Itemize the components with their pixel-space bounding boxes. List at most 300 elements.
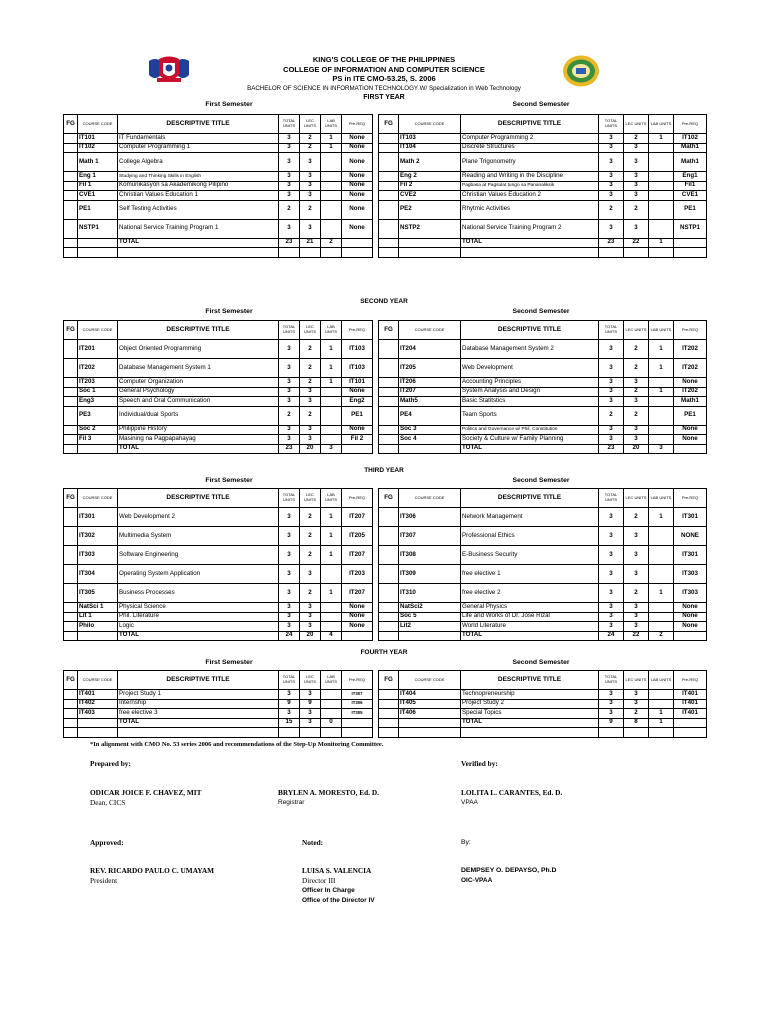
header-prereq: Pre-REQ xyxy=(342,489,373,508)
course-code: Soc 5 xyxy=(399,612,461,622)
descriptive-title: free elective 1 xyxy=(461,565,599,584)
lab-units: 1 xyxy=(649,508,674,527)
prerequisite: Eng2 xyxy=(342,397,373,407)
program-name: BACHELOR OF SCIENCE IN INFORMATION TECHNOLOGY W/ Specialization in Web Technology xyxy=(247,84,521,92)
course-code: IT206 xyxy=(399,378,461,388)
course-code: IT310 xyxy=(399,584,461,603)
course-code xyxy=(399,248,461,258)
lec-units: 2 xyxy=(624,134,649,144)
header-prereq: Pre-REQ xyxy=(342,321,373,340)
course-code xyxy=(78,728,118,738)
descriptive-title xyxy=(461,248,599,258)
total-units: 3 xyxy=(279,359,300,378)
prerequisite xyxy=(674,728,707,738)
lec-units: 20 xyxy=(300,631,321,641)
prerequisite: IT207 xyxy=(342,584,373,603)
total-units: 3 xyxy=(279,584,300,603)
lec-units: 3 xyxy=(300,622,321,632)
lec-units: 20 xyxy=(624,444,649,454)
header-course-code: COURSE CODE xyxy=(399,321,461,340)
grade-cell xyxy=(64,134,78,144)
total-units: 3 xyxy=(599,143,624,153)
lab-units xyxy=(649,219,674,238)
lec-units: 20 xyxy=(300,444,321,454)
course-code xyxy=(399,718,461,728)
course-code xyxy=(78,248,118,258)
descriptive-title: Life and Works of Dr. Jose Rizal xyxy=(461,612,599,622)
course-code: IT101 xyxy=(78,134,118,144)
course-code: Math5 xyxy=(399,397,461,407)
prerequisite: None xyxy=(674,622,707,632)
descriptive-title: Computer Organization xyxy=(118,378,279,388)
lec-units: 2 xyxy=(300,584,321,603)
course-row xyxy=(64,709,373,719)
total-units: 3 xyxy=(599,378,624,388)
course-code: Eng3 xyxy=(78,397,118,407)
total-units: 3 xyxy=(599,546,624,565)
lec-units: 3 xyxy=(300,565,321,584)
header-fg: FG xyxy=(379,115,399,134)
descriptive-title: TOTAL xyxy=(461,718,599,728)
grade-cell xyxy=(379,508,399,527)
prerequisite xyxy=(674,248,707,258)
header-fg: FG xyxy=(379,321,399,340)
grade-cell xyxy=(379,565,399,584)
lab-units xyxy=(649,143,674,153)
total-units: 3 xyxy=(279,172,300,182)
lab-units: 1 xyxy=(649,387,674,397)
course-row xyxy=(64,584,373,603)
descriptive-title: TOTAL xyxy=(461,444,599,454)
header-course-code: COURSE CODE xyxy=(78,321,118,340)
course-row xyxy=(379,378,707,388)
table-header-row xyxy=(64,671,373,690)
course-row xyxy=(379,435,707,445)
grade-cell xyxy=(379,172,399,182)
course-row xyxy=(64,359,373,378)
total-units: 3 xyxy=(599,153,624,172)
descriptive-title: Network Management xyxy=(461,508,599,527)
course-row xyxy=(379,584,707,603)
document-header xyxy=(0,55,768,103)
header-total-units: TOTAL UNITS xyxy=(599,115,624,134)
header-lab-units: LAB UNITS xyxy=(649,321,674,340)
descriptive-title xyxy=(118,728,279,738)
lab-units xyxy=(321,612,342,622)
prerequisite: None xyxy=(342,622,373,632)
descriptive-title: Accounting Principles xyxy=(461,378,599,388)
header-lec-units: LEC UNITS xyxy=(300,115,321,134)
prerequisite: None xyxy=(342,172,373,182)
total-units: 3 xyxy=(279,181,300,191)
grade-cell xyxy=(379,406,399,425)
header-prereq: Pre-REQ xyxy=(342,115,373,134)
header-lec-units: LEC UNITS xyxy=(300,489,321,508)
header-total-units: TOTAL UNITS xyxy=(279,489,300,508)
grade-cell xyxy=(379,219,399,238)
descriptive-title: TOTAL xyxy=(118,718,279,728)
lab-units xyxy=(321,699,342,709)
course-row xyxy=(64,699,373,709)
year-title-third: THIRD YEAR xyxy=(364,467,404,474)
course-row xyxy=(379,565,707,584)
course-code xyxy=(399,238,461,248)
header-descriptive-title: DESCRIPTIVE TITLE xyxy=(461,321,599,340)
total-units: 3 xyxy=(279,690,300,700)
lec-units: 3 xyxy=(300,387,321,397)
lab-units xyxy=(649,435,674,445)
descriptive-title: General Psychology xyxy=(118,387,279,397)
grade-cell xyxy=(64,508,78,527)
course-code: IT205 xyxy=(399,359,461,378)
lec-units: 2 xyxy=(300,406,321,425)
header-descriptive-title: DESCRIPTIVE TITLE xyxy=(461,489,599,508)
total-units: 3 xyxy=(599,690,624,700)
lab-units xyxy=(321,690,342,700)
prepared-by-label: Prepared by: xyxy=(90,759,131,768)
grade-cell xyxy=(64,425,78,435)
total-units: 24 xyxy=(599,631,624,641)
lec-units: 3 xyxy=(624,527,649,546)
course-code: IT303 xyxy=(78,546,118,565)
prerequisite: None xyxy=(674,435,707,445)
course-code: IT204 xyxy=(399,340,461,359)
prerequisite: None xyxy=(342,191,373,201)
total-units: 3 xyxy=(599,359,624,378)
prerequisite: Math1 xyxy=(674,397,707,407)
prerequisite: IT202 xyxy=(674,359,707,378)
descriptive-title: Komunikasyon sa Akademikong Pilipino xyxy=(118,181,279,191)
lab-units: 0 xyxy=(321,718,342,728)
lec-units: 2 xyxy=(624,709,649,719)
course-row xyxy=(64,435,373,445)
prerequisite: None xyxy=(674,603,707,613)
grade-cell xyxy=(64,219,78,238)
header-course-code: COURSE CODE xyxy=(78,671,118,690)
total-units: 3 xyxy=(599,527,624,546)
prerequisite: IT202 xyxy=(674,387,707,397)
grade-cell xyxy=(64,435,78,445)
lab-units xyxy=(649,425,674,435)
grade-cell xyxy=(64,631,78,641)
course-table-y4-s1 xyxy=(63,670,373,738)
grade-cell xyxy=(379,690,399,700)
lec-units: 3 xyxy=(300,690,321,700)
table-header-row xyxy=(64,489,373,508)
total-units: 3 xyxy=(279,622,300,632)
lab-units: 1 xyxy=(321,527,342,546)
course-code xyxy=(78,444,118,454)
signatory-office: Office of the Director IV xyxy=(302,897,375,904)
header-lab-units: LAB UNITS xyxy=(321,115,342,134)
descriptive-title: Reading and Writing in the Discipline xyxy=(461,172,599,182)
header-prereq: Pre-REQ xyxy=(342,671,373,690)
descriptive-title: Politics and Governance w/ Phil. Constitution xyxy=(461,425,599,435)
grade-cell xyxy=(64,397,78,407)
prerequisite xyxy=(342,238,373,248)
course-code: IT201 xyxy=(78,340,118,359)
header-fg: FG xyxy=(64,489,78,508)
course-code: NSTP1 xyxy=(78,219,118,238)
lab-units: 1 xyxy=(649,340,674,359)
header-prereq: Pre-REQ xyxy=(674,489,707,508)
course-row xyxy=(64,219,373,238)
total-units: 2 xyxy=(599,406,624,425)
header-prereq: Pre-REQ xyxy=(674,321,707,340)
course-table-y1-s2 xyxy=(378,114,707,258)
grade-cell xyxy=(379,728,399,738)
table-header-row xyxy=(379,671,707,690)
prerequisite: NSTP1 xyxy=(674,219,707,238)
semester-label: First Semester xyxy=(205,477,253,484)
lec-units: 3 xyxy=(300,172,321,182)
course-row xyxy=(379,444,707,454)
grade-cell xyxy=(64,565,78,584)
course-code: IT203 xyxy=(78,378,118,388)
total-units: 3 xyxy=(599,603,624,613)
prerequisite xyxy=(674,631,707,641)
total-units: 2 xyxy=(599,200,624,219)
descriptive-title: TOTAL xyxy=(118,631,279,641)
table-header-row xyxy=(379,321,707,340)
signatory-title: Registrar xyxy=(278,799,305,806)
total-units: 3 xyxy=(279,397,300,407)
header-descriptive-title: DESCRIPTIVE TITLE xyxy=(461,115,599,134)
lab-units: 2 xyxy=(321,238,342,248)
lab-units xyxy=(649,565,674,584)
descriptive-title: IT Fundamentals xyxy=(118,134,279,144)
total-units: 2 xyxy=(279,200,300,219)
header-descriptive-title: DESCRIPTIVE TITLE xyxy=(118,489,279,508)
course-code: IT102 xyxy=(78,143,118,153)
course-row xyxy=(379,709,707,719)
grade-cell xyxy=(379,143,399,153)
prerequisite: Math1 xyxy=(674,143,707,153)
total-units: 3 xyxy=(599,699,624,709)
lab-units: 1 xyxy=(321,340,342,359)
lec-units: 2 xyxy=(624,359,649,378)
course-row xyxy=(64,612,373,622)
lab-units xyxy=(649,406,674,425)
course-row xyxy=(64,690,373,700)
grade-cell xyxy=(64,612,78,622)
total-units: 3 xyxy=(279,612,300,622)
prerequisite: IT101 xyxy=(342,378,373,388)
course-row xyxy=(64,378,373,388)
total-units: 9 xyxy=(599,718,624,728)
total-units: 23 xyxy=(279,444,300,454)
descriptive-title: Web Development 2 xyxy=(118,508,279,527)
lab-units xyxy=(321,603,342,613)
course-code xyxy=(399,444,461,454)
prerequisite xyxy=(674,444,707,454)
header-lab-units: LAB UNITS xyxy=(321,489,342,508)
prerequisite: IT207 xyxy=(342,546,373,565)
course-table-y3-s1 xyxy=(63,488,373,641)
descriptive-title: National Service Training Program 2 xyxy=(461,219,599,238)
total-units: 3 xyxy=(599,612,624,622)
table-header-row xyxy=(379,489,707,508)
lab-units: 4 xyxy=(321,631,342,641)
college-name: COLLEGE OF INFORMATION AND COMPUTER SCIENCE xyxy=(283,64,485,74)
prerequisite: PE1 xyxy=(342,406,373,425)
lab-units xyxy=(321,219,342,238)
prerequisite: IT303 xyxy=(674,565,707,584)
grade-cell xyxy=(64,527,78,546)
descriptive-title: Basic Statitstics xyxy=(461,397,599,407)
table-header-row xyxy=(64,115,373,134)
lec-units: 22 xyxy=(624,631,649,641)
lec-units: 3 xyxy=(300,709,321,719)
semester-label: Second Semester xyxy=(512,308,570,315)
course-code: Philo xyxy=(78,622,118,632)
descriptive-title: Object Oriented Programming xyxy=(118,340,279,359)
lec-units: 2 xyxy=(624,406,649,425)
descriptive-title: Discrete Structures xyxy=(461,143,599,153)
total-units: 3 xyxy=(279,143,300,153)
header-prereq: Pre-REQ xyxy=(674,115,707,134)
prerequisite: None xyxy=(342,425,373,435)
grade-cell xyxy=(64,728,78,738)
descriptive-title: Studying and Thinking Skills in English xyxy=(118,172,279,182)
lec-units: 2 xyxy=(624,387,649,397)
course-code: NatSci2 xyxy=(399,603,461,613)
total-units: 3 xyxy=(599,584,624,603)
grade-cell xyxy=(64,444,78,454)
grade-cell xyxy=(379,378,399,388)
header-total-units: TOTAL UNITS xyxy=(599,671,624,690)
lab-units xyxy=(649,153,674,172)
grade-cell xyxy=(64,622,78,632)
course-row xyxy=(379,612,707,622)
table-header-row xyxy=(379,115,707,134)
lec-units: 3 xyxy=(624,612,649,622)
header-prereq: Pre-REQ xyxy=(674,671,707,690)
grade-cell xyxy=(64,699,78,709)
grade-cell xyxy=(379,527,399,546)
prerequisite xyxy=(342,631,373,641)
lec-units xyxy=(300,728,321,738)
header-course-code: COURSE CODE xyxy=(399,671,461,690)
lec-units: 3 xyxy=(624,565,649,584)
course-row xyxy=(64,143,373,153)
descriptive-title: Database Management System 1 xyxy=(118,359,279,378)
prerequisite: IT303 xyxy=(674,584,707,603)
header-lec-units: LEC UNITS xyxy=(300,321,321,340)
lab-units xyxy=(649,546,674,565)
descriptive-title: Speech and Oral Communication xyxy=(118,397,279,407)
total-units: 3 xyxy=(279,435,300,445)
grade-cell xyxy=(379,631,399,641)
total-units: 3 xyxy=(279,425,300,435)
grade-cell xyxy=(64,191,78,201)
grade-cell xyxy=(379,546,399,565)
course-row xyxy=(379,181,707,191)
total-units: 2 xyxy=(279,406,300,425)
total-units: 3 xyxy=(279,387,300,397)
course-row xyxy=(64,248,373,258)
verified-by-label: Verified by: xyxy=(461,759,498,768)
lec-units: 3 xyxy=(624,181,649,191)
course-code: IT308 xyxy=(399,546,461,565)
prerequisite: IT301 xyxy=(674,546,707,565)
course-row xyxy=(64,387,373,397)
grade-cell xyxy=(379,181,399,191)
grade-cell xyxy=(64,718,78,728)
course-row xyxy=(64,622,373,632)
descriptive-title: Logic xyxy=(118,622,279,632)
total-units: 3 xyxy=(279,134,300,144)
course-row xyxy=(64,603,373,613)
lab-units: 1 xyxy=(321,584,342,603)
approved-label: Approved: xyxy=(90,838,124,847)
signatory-name: REV. RICARDO PAULO C. UMAYAM xyxy=(90,866,215,875)
course-code: PE1 xyxy=(78,200,118,219)
course-code: Math 1 xyxy=(78,153,118,172)
course-row xyxy=(64,508,373,527)
lab-units xyxy=(321,709,342,719)
table-header-row xyxy=(64,321,373,340)
prerequisite: Fil1 xyxy=(674,181,707,191)
course-row xyxy=(379,191,707,201)
lec-units: 8 xyxy=(624,718,649,728)
descriptive-title: Physical Science xyxy=(118,603,279,613)
descriptive-title: TOTAL xyxy=(118,238,279,248)
descriptive-title: Operating System Application xyxy=(118,565,279,584)
header-lab-units: LAB UNITS xyxy=(321,321,342,340)
lab-units xyxy=(321,387,342,397)
descriptive-title: World Literature xyxy=(461,622,599,632)
total-units: 3 xyxy=(279,191,300,201)
course-code: PE4 xyxy=(399,406,461,425)
lec-units: 2 xyxy=(300,134,321,144)
descriptive-title: Philippine History xyxy=(118,425,279,435)
total-units: 3 xyxy=(279,219,300,238)
course-code: Fil 3 xyxy=(78,435,118,445)
school-name: KING'S COLLEGE OF THE PHILIPPINES xyxy=(312,55,456,64)
year-title-fourth: FOURTH YEAR xyxy=(360,649,408,656)
lec-units: 3 xyxy=(624,378,649,388)
total-units: 3 xyxy=(599,565,624,584)
prerequisite: IT305 xyxy=(342,709,373,719)
total-units: 3 xyxy=(279,508,300,527)
lec-units: 3 xyxy=(624,546,649,565)
course-row xyxy=(379,172,707,182)
header-lab-units: LAB UNITS xyxy=(649,671,674,690)
lec-units: 3 xyxy=(300,191,321,201)
lab-units xyxy=(321,622,342,632)
course-row xyxy=(64,527,373,546)
descriptive-title: Internship xyxy=(118,699,279,709)
grade-cell xyxy=(64,546,78,565)
total-units: 23 xyxy=(599,444,624,454)
lec-units: 2 xyxy=(300,340,321,359)
header-total-units: TOTAL UNITS xyxy=(279,115,300,134)
grade-cell xyxy=(64,584,78,603)
header-descriptive-title: DESCRIPTIVE TITLE xyxy=(118,321,279,340)
lab-units: 1 xyxy=(321,359,342,378)
total-units: 3 xyxy=(599,508,624,527)
prerequisite: IT102 xyxy=(674,134,707,144)
prerequisite xyxy=(342,728,373,738)
total-units: 3 xyxy=(599,181,624,191)
course-row xyxy=(64,238,373,248)
total-units: 3 xyxy=(599,134,624,144)
course-row xyxy=(64,191,373,201)
noted-label: Noted: xyxy=(302,838,324,847)
course-row xyxy=(64,406,373,425)
header-fg: FG xyxy=(379,671,399,690)
